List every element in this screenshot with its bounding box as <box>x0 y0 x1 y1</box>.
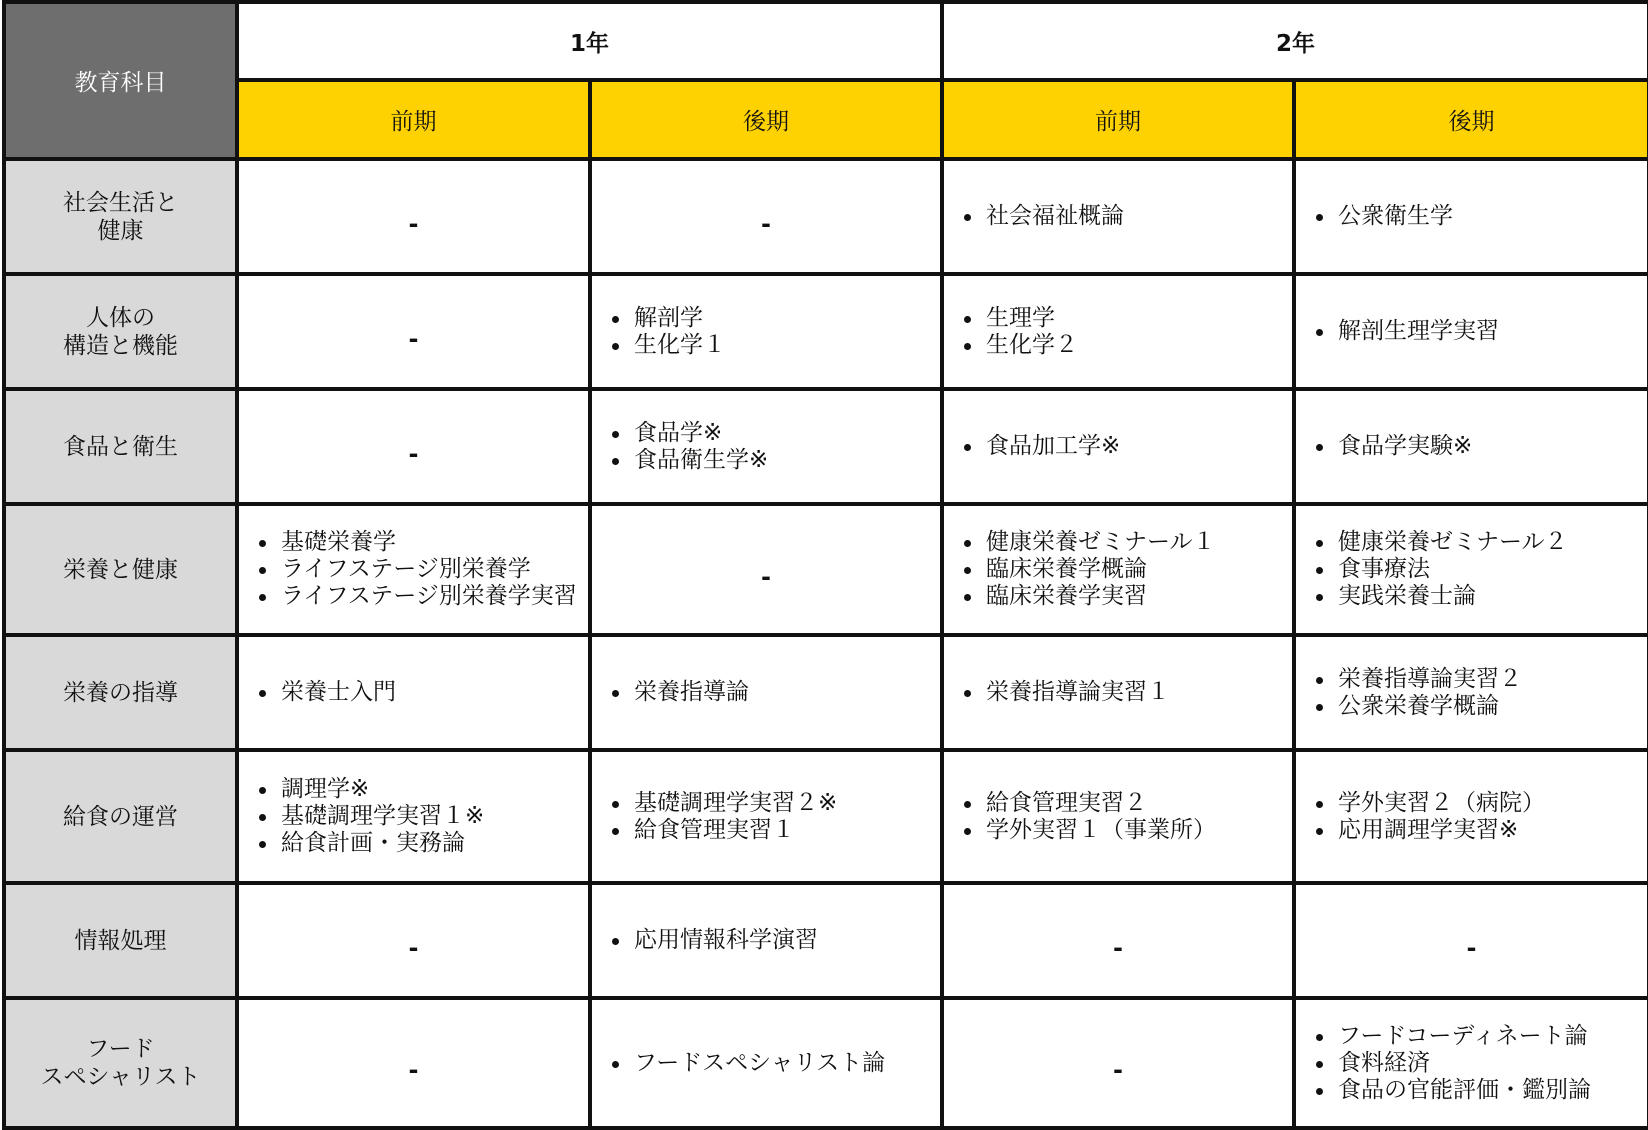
no-course-marker: - <box>408 209 419 238</box>
course-item: 健康栄養ゼミナール２ <box>1316 529 1647 556</box>
course-list <box>239 679 588 706</box>
subject-name-line: 健康 <box>97 217 144 244</box>
course-cell <box>1294 750 1648 883</box>
course-item: 解剖学 <box>612 305 940 332</box>
course-item: 健康栄養ゼミナール１ <box>964 529 1292 556</box>
course-list <box>1296 1023 1647 1104</box>
table-row <box>4 389 1648 504</box>
course-cell <box>942 635 1294 750</box>
course-item: 食品加工学※ <box>964 433 1292 460</box>
subject-name <box>4 635 237 750</box>
course-item: 生化学１ <box>612 332 940 359</box>
course-item: 学外実習１（事業所） <box>964 817 1292 844</box>
course-item: 食品衛生学※ <box>612 447 940 474</box>
course-list <box>1296 433 1647 460</box>
subject-name-line: 栄養と健康 <box>63 556 178 583</box>
course-item: 臨床栄養学実習 <box>964 583 1292 610</box>
header-year-2: 2年 <box>942 2 1648 80</box>
header-term-y1-first: 前期 <box>237 80 590 159</box>
course-item: 基礎調理学実習２※ <box>612 790 940 817</box>
course-item: 食事療法 <box>1316 556 1647 583</box>
course-list <box>944 529 1292 610</box>
course-cell <box>590 750 942 883</box>
subject-name <box>4 998 237 1128</box>
course-item: 栄養士入門 <box>259 679 588 706</box>
subject-name <box>4 883 237 998</box>
subject-name-line: 社会生活と <box>63 189 178 216</box>
course-item: フードスペシャリスト論 <box>612 1050 940 1077</box>
course-list <box>592 927 940 954</box>
course-item: 食品の官能評価・鑑別論 <box>1316 1077 1647 1104</box>
course-item: 生理学 <box>964 305 1292 332</box>
subject-name <box>4 504 237 635</box>
course-item: ライフステージ別栄養学 <box>259 556 588 583</box>
course-list <box>1296 529 1647 610</box>
course-item: ライフステージ別栄養学実習 <box>259 583 588 610</box>
subject-name <box>4 274 237 389</box>
course-cell <box>1294 274 1648 389</box>
course-item: 基礎栄養学 <box>259 529 588 556</box>
course-item: 応用調理学実習※ <box>1316 817 1647 844</box>
subject-name-line: 情報処理 <box>74 927 167 954</box>
table-row <box>4 883 1648 998</box>
course-cell <box>590 274 942 389</box>
course-cell <box>590 159 942 274</box>
course-item: 臨床栄養学概論 <box>964 556 1292 583</box>
subject-name-line: 構造と機能 <box>63 332 178 359</box>
course-list <box>592 420 940 474</box>
course-list <box>592 790 940 844</box>
course-list <box>944 790 1292 844</box>
course-cell <box>1294 504 1648 635</box>
course-cell <box>942 883 1294 998</box>
course-cell <box>590 883 942 998</box>
curriculum-table <box>2 0 1648 1130</box>
header-term-y2-first: 前期 <box>942 80 1294 159</box>
subject-name-line: 栄養の指導 <box>63 679 178 706</box>
course-cell <box>590 998 942 1128</box>
course-item: 基礎調理学実習１※ <box>259 803 588 830</box>
course-cell <box>237 159 590 274</box>
table-row <box>4 274 1648 389</box>
course-cell <box>1294 998 1648 1128</box>
course-item: 調理学※ <box>259 776 588 803</box>
header-term-y1-second: 後期 <box>590 80 942 159</box>
course-list <box>944 433 1292 460</box>
header-education-subject: 教育科目 <box>4 2 237 159</box>
subject-name-line: 給食の運営 <box>63 803 178 830</box>
table-body <box>4 159 1648 1128</box>
course-cell <box>942 159 1294 274</box>
course-cell <box>590 635 942 750</box>
course-list <box>239 529 588 610</box>
course-item: 食品学実験※ <box>1316 433 1647 460</box>
course-item: 生化学２ <box>964 332 1292 359</box>
course-list <box>1296 203 1647 230</box>
course-item: 食料経済 <box>1316 1050 1647 1077</box>
course-item: 実践栄養士論 <box>1316 583 1647 610</box>
course-list <box>944 305 1292 359</box>
course-item: 食品学※ <box>612 420 940 447</box>
no-course-marker: - <box>761 562 771 591</box>
course-item: 解剖生理学実習 <box>1316 318 1647 345</box>
course-item: 給食管理実習２ <box>964 790 1292 817</box>
no-course-marker: - <box>1466 933 1477 962</box>
course-cell <box>942 504 1294 635</box>
course-cell <box>237 998 590 1128</box>
course-cell <box>237 504 590 635</box>
course-cell <box>1294 635 1648 750</box>
subject-name <box>4 159 237 274</box>
no-course-marker: - <box>1113 933 1123 962</box>
course-cell <box>237 750 590 883</box>
course-list <box>944 679 1292 706</box>
table-row <box>4 159 1648 274</box>
course-cell <box>1294 159 1648 274</box>
course-cell <box>590 389 942 504</box>
course-cell <box>1294 389 1648 504</box>
course-list <box>1296 666 1647 720</box>
course-list <box>592 679 940 706</box>
course-list <box>239 776 588 857</box>
course-item: 栄養指導論実習１ <box>964 679 1292 706</box>
course-item: 学外実習２（病院） <box>1316 790 1647 817</box>
course-cell <box>942 274 1294 389</box>
course-cell <box>1294 883 1648 998</box>
no-course-marker: - <box>1113 1056 1123 1084</box>
course-item: 給食計画・実務論 <box>259 830 588 857</box>
subject-name-line: 食品と衛生 <box>63 433 178 460</box>
header-term-y2-second: 後期 <box>1294 80 1648 159</box>
course-cell <box>942 998 1294 1128</box>
course-item: 応用情報科学演習 <box>612 927 940 954</box>
subject-name <box>4 389 237 504</box>
course-item: 社会福祉概論 <box>964 203 1292 230</box>
course-item: 公衆衛生学 <box>1316 203 1647 230</box>
course-cell <box>590 504 942 635</box>
table-row <box>4 504 1648 635</box>
course-list <box>592 305 940 359</box>
course-item: 栄養指導論実習２ <box>1316 666 1647 693</box>
course-cell <box>237 389 590 504</box>
subject-name-line: スペシャリスト <box>40 1064 201 1090</box>
subject-name-line: フード <box>86 1036 155 1062</box>
course-item: 公衆栄養学概論 <box>1316 693 1647 720</box>
no-course-marker: - <box>408 933 419 962</box>
table-row <box>4 750 1648 883</box>
course-item: 栄養指導論 <box>612 679 940 706</box>
course-item: 給食管理実習１ <box>612 817 940 844</box>
course-item: フードコーディネート論 <box>1316 1023 1647 1050</box>
table-row <box>4 998 1648 1128</box>
no-course-marker: - <box>761 209 771 238</box>
no-course-marker: - <box>408 1056 419 1084</box>
course-cell <box>237 635 590 750</box>
course-list <box>1296 318 1647 345</box>
header-year-1: 1年 <box>237 2 942 80</box>
no-course-marker: - <box>408 324 419 353</box>
no-course-marker: - <box>408 439 419 468</box>
course-cell <box>237 274 590 389</box>
course-list <box>1296 790 1647 844</box>
course-cell <box>942 389 1294 504</box>
course-list <box>592 1050 940 1077</box>
table-row <box>4 635 1648 750</box>
course-list <box>944 203 1292 230</box>
course-cell <box>942 750 1294 883</box>
subject-name <box>4 750 237 883</box>
course-cell <box>237 883 590 998</box>
subject-name-line: 人体の <box>86 304 155 331</box>
